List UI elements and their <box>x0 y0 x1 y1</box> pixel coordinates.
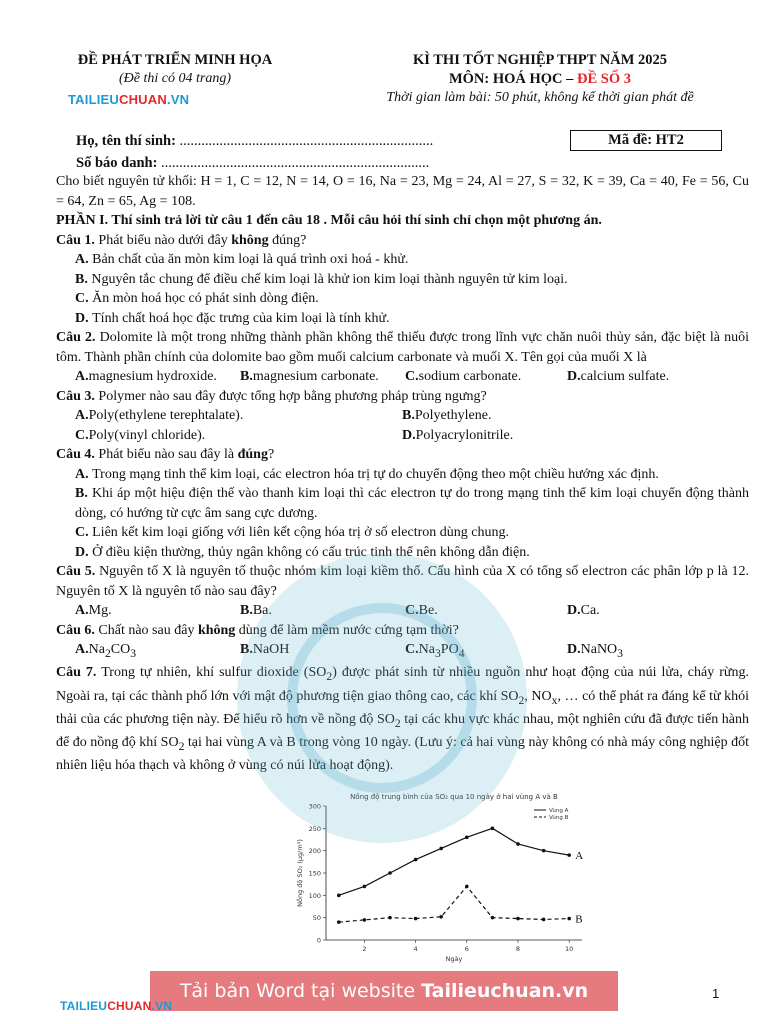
q2-option-c[interactable]: C.sodium carbonate. <box>405 369 522 384</box>
q1-option-c[interactable]: C. Ăn mòn hoá học có phát sinh dòng điện. <box>75 291 319 306</box>
header-left <box>60 52 290 107</box>
q2-option-d[interactable]: D.calcium sulfate. <box>567 369 670 384</box>
question-7: Câu 7. Trong tự nhiên, khí sulfur dioxide $(SO_2)$ được phát sinh từ nhiều nguồn như hoạt động của núi lửa, cháy rừng. Ngoài ra, tại các thành phố lớn với mật độ phương tiện giao thông cao, các khí $SO_2$, $NO_x$, … có thể phát ra đáng kể từ khói thải của các phương tiện này. Để hiểu rõ hơn về nồng độ $SO_2$ tại các khu vực khác nhau, một nghiên cứu đã được tiến hành để đo nồng độ khí $SO_2$ tại hai vùng A và B trong vòng 10 ngày. (Lưu ý: cả hai vùng này không có nhà máy công nghiệp đốt nhiên liệu hóa thạch và không ở vùng có núi lửa hoạt động). <box>56 665 749 774</box>
data-point-a <box>465 835 469 839</box>
question-1: Câu 1. Phát biểu nào dưới đây không đúng? <box>56 232 307 248</box>
header-left-subtitle: (Đề thi có 04 trang) <box>119 71 231 86</box>
x-axis-label: Ngày <box>445 955 463 963</box>
data-point-b <box>465 885 469 889</box>
series-line-a <box>339 828 569 895</box>
legend-label-b: Vùng B <box>549 815 569 821</box>
x-tick-label: 4 <box>413 945 418 953</box>
data-point-b <box>516 917 520 921</box>
q6-option-a[interactable]: $A.Na_2CO_3$ <box>75 642 137 660</box>
q6-option-c[interactable]: $C.Na_3PO_4$ <box>405 642 465 660</box>
data-point-a <box>439 847 443 851</box>
y-tick-label: 200 <box>308 847 321 856</box>
q6-options <box>56 640 749 663</box>
so2-chart <box>290 788 610 968</box>
data-point-b <box>363 918 367 922</box>
y-tick-label: 250 <box>308 824 321 833</box>
q2-options <box>56 367 749 387</box>
site-logo: TAILIEUCHUAN.VN <box>68 92 190 107</box>
q3-option-b[interactable]: B.Polyethylene. <box>402 408 492 423</box>
chart-title: Nồng độ trung bình của SO₂ qua 10 ngày ở hai vùng A và B <box>350 793 558 801</box>
q4-option-b[interactable]: B. Khi áp một hiệu điện thế vào thanh kim loại thì các electron tự do trong mạng tinh thể kim loại chuyển động thành dòng, có hướng từ cực âm sang cực dương. <box>75 486 750 521</box>
x-tick-label: 6 <box>464 945 469 953</box>
q4-option-a[interactable]: A. Trong mạng tinh thể kim loại, các electron hóa trị tự do chuyển động theo một chiều hướng xác định. <box>75 466 659 482</box>
y-tick-label: 300 <box>308 802 321 811</box>
exam-time: Thời gian làm bài: 50 phút, không kể thời gian phát đề <box>386 90 694 105</box>
q3-option-c[interactable]: C.Poly(vinyl chloride). <box>75 427 206 443</box>
data-point-a <box>337 894 341 898</box>
q6-option-b[interactable]: B.NaOH <box>240 642 290 657</box>
data-point-a <box>516 842 520 846</box>
y-tick-label: 100 <box>308 891 321 900</box>
header-right <box>330 52 750 106</box>
exam-title: KÌ THI TỐT NGHIỆP THPT NĂM 2025 <box>412 52 668 68</box>
data-point-b <box>388 916 392 920</box>
question-3: Câu 3. Polymer nào sau đây được tổng hợp bằng phương pháp trùng ngưng? <box>56 388 487 404</box>
download-banner[interactable]: Tải bản Word tại website Tailieuchuan.vn <box>150 971 618 1011</box>
q2-option-b[interactable]: B.magnesium carbonate. <box>240 369 379 384</box>
footer-logo: TAILIEUCHUAN.VN <box>60 999 173 1013</box>
q1-option-d[interactable]: D. Tính chất hoá học đặc trưng của kim loại là tính khử. <box>75 310 390 326</box>
q5-options <box>56 601 749 621</box>
q3-option-d[interactable]: D.Polyacrylonitrile. <box>402 427 514 443</box>
student-info <box>76 130 433 174</box>
q6-option-d[interactable]: D.NaNO$_3$ <box>567 642 623 660</box>
data-point-b <box>414 917 418 921</box>
y-axis-label: Nồng độ SO₂ (µg/m³) <box>296 839 304 907</box>
part-one-heading: PHẦN I. Thí sinh trả lời từ câu 1 đến câu 18 . Mỗi câu hỏi thí sinh chỉ chọn một phương án. <box>56 213 602 228</box>
student-name-line[interactable]: Họ, tên thí sinh: ...................................................................... <box>76 133 434 149</box>
data-point-b <box>542 918 546 922</box>
q4-option-c[interactable]: C. Liên kết kim loại giống với liên kết cộng hóa trị ở số electron dùng chung. <box>75 525 509 540</box>
series-end-label-a: A <box>575 850 584 863</box>
q4-option-d[interactable]: D. Ở điều kiện thường, thủy ngân không có cấu trúc tinh thể nên không dẫn điện. <box>75 544 530 560</box>
so2-line-chart <box>290 788 610 968</box>
y-tick-label: 50 <box>312 914 321 923</box>
legend-label-a: Vùng A <box>549 808 569 814</box>
atomic-masses: Cho biết nguyên tử khối: H = 1, C = 12, N = 14, O = 16, Na = 23, Mg = 24, Al = 27, S = 32, K = 39, Ca = 40, Fe = 56, Cu = 64, Zn = 65, Ag = 108. <box>56 174 749 209</box>
data-point-a <box>388 871 392 875</box>
exam-content <box>56 172 749 776</box>
student-id-line[interactable]: Số báo danh: .......................................................................... <box>76 155 430 171</box>
exam-number: ĐỀ SỐ 3 <box>577 71 632 87</box>
question-4: Câu 4. Phát biểu nào sau đây là đúng? <box>56 447 275 462</box>
y-tick-label: 150 <box>308 869 321 878</box>
q3-option-a[interactable]: A.Poly(ethylene terephtalate). <box>75 408 244 423</box>
data-point-b <box>491 916 495 920</box>
x-tick-label: 10 <box>565 945 574 953</box>
q2-option-a[interactable]: A.magnesium hydroxide. <box>75 369 217 384</box>
data-point-b <box>567 917 571 921</box>
header-left-title: ĐỀ PHÁT TRIỂN MINH HỌA <box>77 52 273 68</box>
data-point-a <box>542 849 546 853</box>
question-6: Câu 6. Chất nào sau đây không dùng để làm mềm nước cứng tạm thời? <box>56 622 459 638</box>
data-point-a <box>414 858 418 862</box>
data-point-a <box>567 853 571 857</box>
q1-option-b[interactable]: B. Nguyên tắc chung để điều chế kim loại là khử ion kim loại thành nguyên tử kim loại. <box>75 271 568 287</box>
y-tick-label: 0 <box>316 936 321 945</box>
question-5: Câu 5. Nguyên tố X là nguyên tố thuộc nhóm kim loại kiềm thổ. Cấu hình của X có tổng số electron các phân lớp p là 12. Nguyên tố X là nguyên tố nào sau đây? <box>56 564 749 599</box>
page-number: 1 <box>712 986 720 1001</box>
question-2: Câu 2. Dolomite là một trong những thành phần không thể thiếu được trong lĩnh vực chăn nuôi thủy sản, đặc biệt là nuôi tôm. Thành phần chính của dolomite bao gồm muối calcium carbonate và muối X. Tên gọi của muối X là <box>56 330 749 365</box>
data-point-a <box>363 885 367 889</box>
q5-option-c[interactable]: C.Be. <box>405 603 438 618</box>
series-line-b <box>339 886 569 922</box>
q3-options-row1 <box>56 406 749 426</box>
x-tick-label: 8 <box>515 945 521 953</box>
series-end-label-b: B <box>575 913 583 926</box>
exam-code-box: Mã đề: HT2 <box>570 130 722 151</box>
q1-option-a[interactable]: A. Bản chất của ăn mòn kim loại là quá trình oxi hoá - khử. <box>75 252 409 267</box>
data-point-b <box>439 915 443 919</box>
data-point-b <box>337 920 341 924</box>
q5-option-a[interactable]: A.Mg. <box>75 603 112 618</box>
exam-subject: MÔN: HOÁ HỌC – ĐỀ SỐ 3 <box>448 71 632 87</box>
q5-option-b[interactable]: B.Ba. <box>240 603 272 618</box>
q5-option-d[interactable]: D.Ca. <box>567 603 600 618</box>
q3-options-row2 <box>56 426 749 446</box>
data-point-a <box>491 827 495 831</box>
x-tick-label: 2 <box>362 945 367 953</box>
